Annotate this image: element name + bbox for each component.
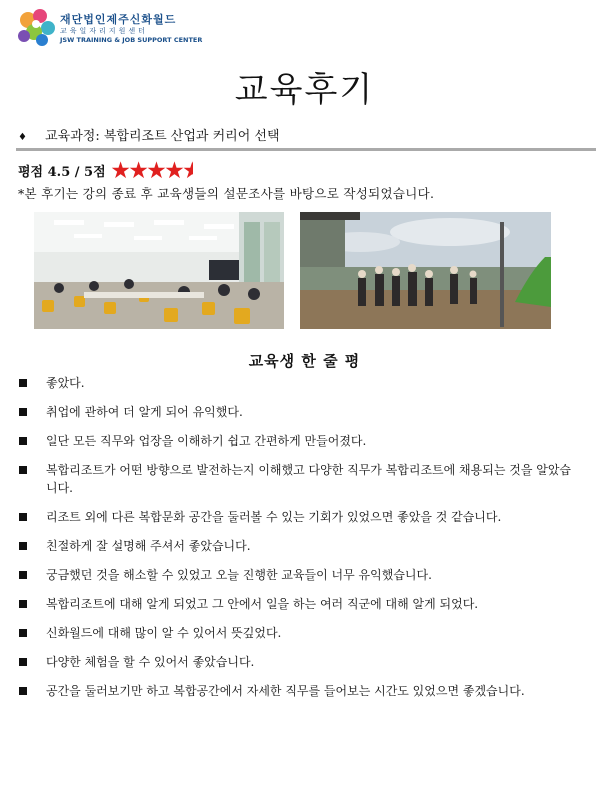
star-rating xyxy=(112,160,202,180)
square-bullet-icon xyxy=(19,687,27,695)
list-item xyxy=(0,374,609,392)
square-bullet-icon xyxy=(19,629,27,637)
list-item xyxy=(0,595,609,613)
star-icon: ★ xyxy=(111,158,130,182)
square-bullet-icon xyxy=(19,600,27,608)
square-bullet-icon xyxy=(19,658,27,666)
review-text: 복합리조트에 대해 알게 되었고 그 안에서 일을 하는 여러 직군에 대해 알게 되었다. xyxy=(46,597,479,611)
list-item xyxy=(0,537,609,555)
review-list xyxy=(0,374,609,711)
square-bullet-icon xyxy=(19,466,27,474)
review-text: 복합리조트가 어떤 방향으로 발전하는지 이해했고 다양한 직무가 복합리조트에 채용되는 것을 알았습니다. xyxy=(46,463,572,495)
list-item xyxy=(0,461,609,497)
review-text: 공간을 둘러보기만 하고 복합공간에서 자세한 직무를 들어보는 시간도 있었으면 좋겠습니다. xyxy=(46,684,525,698)
logo-emblem-icon xyxy=(14,6,60,52)
list-item xyxy=(0,566,609,584)
square-bullet-icon xyxy=(19,542,27,550)
organization-logo xyxy=(14,6,204,54)
page-title: 교육후기 xyxy=(234,70,375,110)
review-text: 친절하게 잘 설명해 주셔서 좋았습니다. xyxy=(46,539,251,553)
outdoor-tour-photo xyxy=(300,212,551,329)
logo-name: 재단법인제주신화월드 xyxy=(60,13,177,26)
review-text: 취업에 관하여 더 알게 되어 유익했다. xyxy=(46,405,243,419)
square-bullet-icon xyxy=(19,513,27,521)
review-text: 신화월드에 대해 많이 알 수 있어서 뜻깊었다. xyxy=(46,626,282,640)
list-item xyxy=(0,682,609,700)
star-icon: ★ xyxy=(165,158,184,182)
list-item xyxy=(0,403,609,421)
course-text: 교육과정: 복합리조트 산업과 커리어 선택 xyxy=(45,129,280,144)
star-icon: ★ xyxy=(147,158,166,182)
list-item xyxy=(0,624,609,642)
divider xyxy=(16,148,596,151)
square-bullet-icon xyxy=(19,437,27,445)
review-text: 다양한 체험을 할 수 있어서 좋았습니다. xyxy=(46,655,255,669)
list-item xyxy=(0,432,609,450)
logo-subtitle-en: JSW TRAINING & JOB SUPPORT CENTER xyxy=(60,36,203,44)
square-bullet-icon xyxy=(19,408,27,416)
review-text: 일단 모든 직무와 업장을 이해하기 쉽고 간편하게 만들어졌다. xyxy=(46,434,367,448)
list-item xyxy=(0,653,609,671)
rating-label: 평점 4.5 / 5점 xyxy=(18,164,106,180)
diamond-bullet-icon: ♦ xyxy=(18,132,27,143)
classroom-photo xyxy=(34,212,284,329)
review-text: 리조트 외에 다른 복합문화 공간을 둘러볼 수 있는 기회가 있었으면 좋았을 것 같습니다. xyxy=(46,510,502,524)
survey-note: *본 후기는 강의 종료 후 교육생들의 설문조사를 바탕으로 작성되었습니다. xyxy=(18,186,435,201)
review-text: 좋았다. xyxy=(46,376,85,390)
rating xyxy=(18,160,201,180)
section-title: 교육생 한 줄 평 xyxy=(248,352,361,370)
list-item xyxy=(0,508,609,526)
review-text: 궁금했던 것을 해소할 수 있었고 오늘 진행한 교육들이 너무 유익했습니다. xyxy=(46,568,432,582)
square-bullet-icon xyxy=(19,379,27,387)
logo-subtitle: 교육일자리지원센터 xyxy=(60,27,148,35)
half-star-icon: ★ xyxy=(183,158,202,182)
square-bullet-icon xyxy=(19,571,27,579)
star-icon: ★ xyxy=(129,158,148,182)
course-line xyxy=(18,125,280,144)
